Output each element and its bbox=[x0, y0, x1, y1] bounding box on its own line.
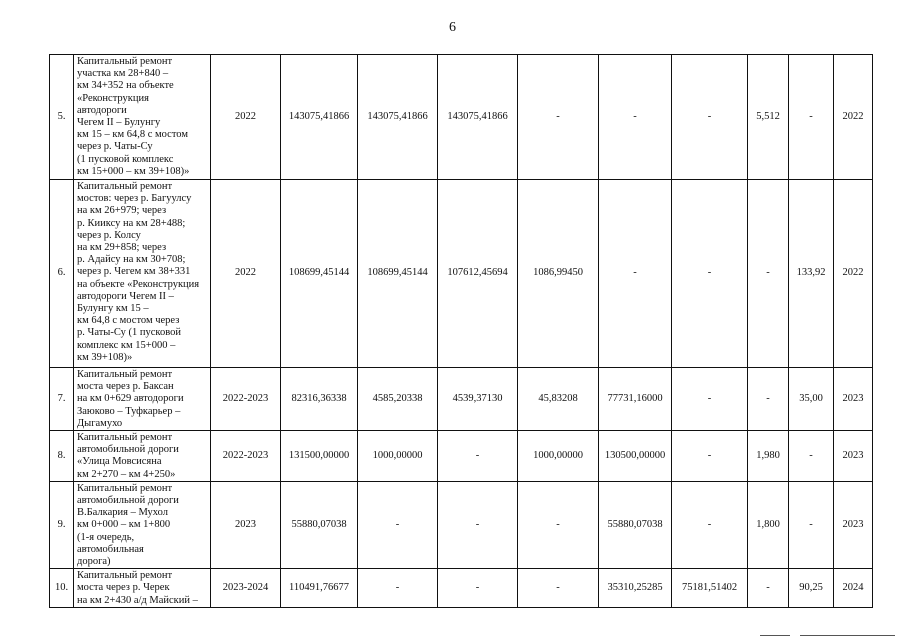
amount-cell: - bbox=[672, 481, 748, 568]
row-number-cell: 10. bbox=[50, 569, 74, 608]
description-line: км 39+108)» bbox=[77, 351, 133, 363]
page-number: 6 bbox=[449, 20, 456, 35]
amount-cell: - bbox=[672, 368, 748, 431]
description-line: на км 29+858; через bbox=[77, 242, 167, 254]
amount-cell: 4539,37130 bbox=[438, 368, 518, 431]
amount-cell: - bbox=[518, 55, 599, 180]
completion-year-cell: 2023 bbox=[834, 431, 873, 482]
amount-cell: 35310,25285 bbox=[599, 569, 672, 608]
amount-cell: 75181,51402 bbox=[672, 569, 748, 608]
page-bottom-edge bbox=[0, 633, 905, 640]
description-line: км 15+000 – км 39+108)» bbox=[77, 165, 190, 177]
description-line: комплекс км 15+000 – bbox=[77, 339, 176, 351]
amount-cell: - bbox=[438, 431, 518, 482]
length-cell: - bbox=[789, 481, 834, 568]
amount-cell: 130500,00000 bbox=[599, 431, 672, 482]
description-line: км 64,8 с мостом через bbox=[77, 315, 180, 327]
length-cell: 1,800 bbox=[748, 481, 789, 568]
amount-cell: - bbox=[438, 481, 518, 568]
description-line: р. Чаты-Су (1 пусковой bbox=[77, 327, 181, 339]
description-line: автомобильной дороги bbox=[77, 444, 179, 456]
amount-cell: - bbox=[599, 180, 672, 368]
amount-cell: 4585,20338 bbox=[358, 368, 438, 431]
amount-cell: - bbox=[358, 569, 438, 608]
amount-cell: - bbox=[518, 481, 599, 568]
description-line: Капитальный ремонт bbox=[77, 369, 173, 380]
amount-cell: 1086,99450 bbox=[518, 180, 599, 368]
years-cell: 2022 bbox=[211, 180, 281, 368]
total-cost-cell: 108699,45144 bbox=[281, 180, 358, 368]
description-line: моста через р. Баксан bbox=[77, 381, 174, 393]
description-line: через р. Колсу bbox=[77, 229, 141, 241]
amount-cell: 45,83208 bbox=[518, 368, 599, 431]
length-cell: - bbox=[789, 431, 834, 482]
table-row bbox=[50, 368, 873, 431]
description-line: Дыгамухо bbox=[77, 417, 123, 429]
description-line: км 15 – км 64,8 с мостом bbox=[77, 129, 188, 141]
description-line: «Улица Мовсисяна bbox=[77, 456, 162, 468]
description-line: (1 пусковой комплекс bbox=[77, 153, 174, 165]
description-line: на км 0+629 автодороги bbox=[77, 393, 184, 405]
years-cell: 2022-2023 bbox=[211, 368, 281, 431]
description-cell bbox=[74, 368, 211, 431]
table-row bbox=[50, 180, 873, 368]
amount-cell: 1000,00000 bbox=[358, 431, 438, 482]
description-cell bbox=[74, 481, 211, 568]
completion-year-cell: 2022 bbox=[834, 55, 873, 180]
table-row bbox=[50, 431, 873, 482]
description-line: мостов: через р. Багуулсу bbox=[77, 193, 192, 205]
total-cost-cell: 82316,36338 bbox=[281, 368, 358, 431]
amount-cell: 77731,16000 bbox=[599, 368, 672, 431]
completion-year-cell: 2022 bbox=[834, 180, 873, 368]
description-line: через р. Чегем км 38+331 bbox=[77, 266, 191, 278]
description-line: автодороги bbox=[77, 104, 127, 116]
description-cell bbox=[74, 55, 211, 180]
description-line: участка км 28+840 – bbox=[77, 68, 169, 80]
description-line: Чегем II – Булунгу bbox=[77, 117, 161, 129]
description-line: Капитальный ремонт bbox=[77, 181, 173, 192]
completion-year-cell: 2023 bbox=[834, 368, 873, 431]
row-number-cell: 5. bbox=[50, 55, 74, 180]
length-cell: 90,25 bbox=[789, 569, 834, 608]
row-number-cell: 7. bbox=[50, 368, 74, 431]
completion-year-cell: 2023 bbox=[834, 481, 873, 568]
description-line: км 2+270 – км 4+250» bbox=[77, 468, 176, 480]
table-row bbox=[50, 481, 873, 568]
amount-cell: - bbox=[672, 55, 748, 180]
description-line: км 0+000 – км 1+800 bbox=[77, 519, 171, 531]
years-cell: 2023 bbox=[211, 481, 281, 568]
row-number-cell: 9. bbox=[50, 481, 74, 568]
description-line: автодороги Чегем II – bbox=[77, 290, 174, 302]
amount-cell: - bbox=[672, 180, 748, 368]
description-line: через р. Чаты-Су bbox=[77, 141, 153, 153]
completion-year-cell: 2024 bbox=[834, 569, 873, 608]
length-cell: 1,980 bbox=[748, 431, 789, 482]
length-cell: - bbox=[748, 180, 789, 368]
length-cell: - bbox=[748, 569, 789, 608]
description-line: автомобильной дороги bbox=[77, 495, 179, 507]
description-line: на объекте «Реконструкция bbox=[77, 278, 200, 290]
description-line: Капитальный ремонт bbox=[77, 56, 173, 67]
amount-cell: - bbox=[438, 569, 518, 608]
amount-cell: - bbox=[672, 431, 748, 482]
amount-cell: 143075,41866 bbox=[358, 55, 438, 180]
amount-cell: 143075,41866 bbox=[438, 55, 518, 180]
length-cell: - bbox=[789, 55, 834, 180]
description-line: км 34+352 на объекте bbox=[77, 80, 174, 92]
total-cost-cell: 143075,41866 bbox=[281, 55, 358, 180]
table-row bbox=[50, 569, 873, 608]
total-cost-cell: 55880,07038 bbox=[281, 481, 358, 568]
amount-cell: 108699,45144 bbox=[358, 180, 438, 368]
row-number-cell: 6. bbox=[50, 180, 74, 368]
amount-cell: 1000,00000 bbox=[518, 431, 599, 482]
total-cost-cell: 131500,00000 bbox=[281, 431, 358, 482]
years-cell: 2023-2024 bbox=[211, 569, 281, 608]
description-cell bbox=[74, 431, 211, 482]
description-line: на км 2+430 а/д Майский – bbox=[77, 594, 198, 606]
description-line: моста через р. Черек bbox=[77, 582, 170, 594]
description-line: р. Кииксу на км 28+488; bbox=[77, 217, 186, 229]
description-line: «Реконструкция bbox=[77, 92, 149, 104]
years-cell: 2022-2023 bbox=[211, 431, 281, 482]
description-line: дорога) bbox=[77, 556, 111, 568]
description-cell bbox=[74, 569, 211, 608]
row-number-cell: 8. bbox=[50, 431, 74, 482]
amount-cell: - bbox=[518, 569, 599, 608]
amount-cell: 107612,45694 bbox=[438, 180, 518, 368]
description-line: автомобильная bbox=[77, 543, 144, 555]
length-cell: - bbox=[748, 368, 789, 431]
amount-cell: 55880,07038 bbox=[599, 481, 672, 568]
description-line: р. Адайсу на км 30+708; bbox=[77, 254, 186, 266]
amount-cell: - bbox=[599, 55, 672, 180]
description-line: В.Балкария – Мухол bbox=[77, 507, 168, 519]
amount-cell: - bbox=[358, 481, 438, 568]
description-line: Заюково – Туфкарьер – bbox=[77, 405, 181, 417]
length-cell: 133,92 bbox=[789, 180, 834, 368]
total-cost-cell: 110491,76677 bbox=[281, 569, 358, 608]
description-line: Капитальный ремонт bbox=[77, 570, 173, 582]
length-cell: 35,00 bbox=[789, 368, 834, 431]
description-line: Булунгу км 15 – bbox=[77, 303, 149, 315]
description-line: (1-я очередь, bbox=[77, 531, 135, 543]
description-line: на км 26+979; через bbox=[77, 205, 167, 217]
length-cell: 5,512 bbox=[748, 55, 789, 180]
description-line: Капитальный ремонт bbox=[77, 482, 173, 494]
description-line: Капитальный ремонт bbox=[77, 432, 173, 444]
description-cell bbox=[74, 180, 211, 368]
table-row bbox=[50, 55, 873, 180]
projects-table bbox=[49, 54, 873, 608]
years-cell: 2022 bbox=[211, 55, 281, 180]
